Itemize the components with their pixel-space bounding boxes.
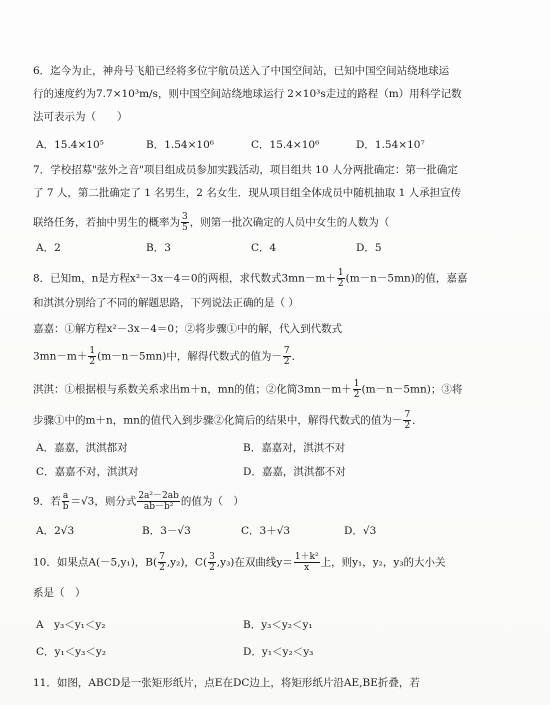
q9-frac1-num: a [62, 491, 69, 501]
q9-options [36, 524, 516, 538]
q10-option-c[interactable]: C．y₁＜y₃＜y₂ [36, 646, 106, 658]
q9-line-1-c: 的值为（ ） [180, 495, 244, 508]
q9-frac2-num: 2a²－2ab [138, 491, 179, 501]
q7-option-a[interactable]: A．2 [36, 242, 61, 254]
q10-fracC-num: 3 [209, 552, 215, 562]
q8-result-fraction-2 [403, 410, 411, 431]
q8-line-5-a: 淇淇：①根据根与系数关系求出m＋n，mn的值；②化简3mn－m＋ [33, 383, 352, 396]
q7-line-1: 7．学校招募"弦外之音"项目组成员参加实践活动，项目组共 10 人分两批确定：第一批确定 [33, 164, 458, 176]
q7-probability-fraction [181, 212, 189, 233]
q8-frac5-num: 7 [404, 410, 411, 420]
q8-line-1-b: m，n是方程x²－3x－4＝0的两根，求代数式3mn－m＋ [71, 272, 336, 285]
q10-point-c-fraction [208, 552, 216, 573]
q10-line-1-b: ,y₂)，C( [166, 556, 208, 569]
q8-frac2-den: 2 [89, 357, 96, 367]
q7-line-3-b: ，则第一批次确定的人员中女生的人数为（ [189, 216, 390, 229]
q7-line-3-a: 联络任务，若抽中男生的概率为 [33, 216, 180, 229]
q10-line-1 [33, 552, 446, 573]
q10-hyperbola-fraction [294, 552, 320, 573]
q8-line-4-b: (m－n－5mn)中，解得代数式的值为－ [97, 350, 282, 363]
q8-line-5-b: (m－n－5mn)；③将 [361, 383, 463, 396]
q8-line-4-c: ． [291, 350, 303, 363]
q8-line-1-c: (m－n－5mn)的值，嘉嘉 [345, 272, 468, 285]
q6-line-2: 行的速度约为7.7×10³m/s，则中国空间站绕地球运行 2×10³s走过的路程（m）用科学记数 [33, 88, 462, 100]
q10-fracB-den: 2 [159, 563, 165, 573]
q11-line-1: 11．如图，ABCD是一张矩形纸片，点E在DC边上，将矩形纸片沿AE,BE折叠，若 [33, 677, 420, 689]
q7-option-b[interactable]: B．3 [146, 242, 171, 254]
q9-expression-fraction [137, 491, 180, 512]
q9-option-a[interactable]: A．2√3 [36, 525, 75, 537]
q10-fracH-num: 1＋k² [294, 552, 319, 562]
q6-option-b[interactable]: B．1.54×10⁶ [146, 139, 214, 151]
q9-option-b[interactable]: B．3－√3 [142, 525, 191, 537]
q8-frac3-num: 7 [283, 346, 290, 356]
q6-option-d[interactable]: D．1.54×10⁷ [356, 139, 425, 151]
q8-line-5 [33, 379, 462, 400]
q8-line-2: 和淇淇分别给了不同的解题思路，下列说法正确的是（ ） [33, 297, 299, 309]
q10-option-d[interactable]: D．y₁＜y₂＜y₃ [243, 646, 314, 658]
q10-line-1-d: 上，则y₁，y₂，y₃的大小关 [320, 556, 446, 569]
q8-line-1 [33, 268, 467, 289]
q9-option-d[interactable]: D．√3 [344, 525, 377, 537]
q9-frac1-den: b [62, 502, 69, 512]
q10-line-1-c: ,y₃)在双曲线y＝ [216, 556, 293, 569]
q10-line-1-a: 10．如果点A(－5,y₁)，B( [33, 556, 158, 569]
q8-line-4-a: 3mn－m＋ [33, 350, 88, 363]
q8-half-fraction-2 [88, 346, 96, 367]
q9-line-1-a: 9．若 [33, 495, 61, 508]
q9-option-c[interactable]: C．3＋√3 [241, 525, 291, 537]
q7-options [36, 241, 516, 255]
q8-line-6-a: 步骤①中的m＋n，mn的值代入到步骤②化简后的结果中，解得代数式的值为－ [33, 414, 403, 427]
q10-fracC-den: 2 [209, 563, 215, 573]
q8-line-4 [33, 346, 302, 367]
q9-line-1-b: ＝√3，则分式 [70, 495, 137, 508]
q10-options-row-2 [36, 645, 516, 659]
q6-line-3: 法可表示为（ ） [33, 111, 128, 123]
q8-frac4-den: 2 [353, 390, 360, 400]
q8-result-fraction-1 [283, 346, 291, 367]
q10-fracH-den: x [304, 563, 310, 573]
q8-option-c[interactable]: C．嘉嘉不对，淇淇对 [36, 466, 139, 478]
q8-frac4-num: 1 [353, 379, 360, 389]
q10-line-2: 系是（ ） [33, 587, 86, 599]
q7-option-d[interactable]: D．5 [356, 242, 382, 254]
q10-point-b-fraction [158, 552, 166, 573]
q8-frac2-num: 1 [89, 346, 96, 356]
q8-half-fraction-1 [337, 268, 345, 289]
q8-option-a[interactable]: A．嘉嘉，淇淇都对 [36, 442, 128, 454]
q9-frac2-den: ab－b² [143, 502, 174, 512]
q8-frac1-den: 2 [337, 279, 344, 289]
q6-options [36, 138, 516, 152]
q8-half-fraction-3 [353, 379, 361, 400]
q6-option-a[interactable]: A．15.4×10⁵ [36, 139, 104, 151]
q8-frac3-den: 2 [283, 357, 290, 367]
q8-option-b[interactable]: B．嘉嘉对，淇淇不对 [243, 442, 346, 454]
q8-frac1-num: 1 [337, 268, 344, 278]
q6-line-1: 6．迄今为止，神舟号飞船已经将多位宇航员送入了中国空间站，已知中国空间站绕地球运 [33, 65, 450, 77]
q7-frac-num: 3 [182, 212, 188, 222]
q7-line-2: 了 7 人，第二批确定了 1 名男生，2 名女生．现从项目组全体成员中随机抽取 1 人承担宣传 [33, 187, 462, 199]
q9-ratio-fraction [62, 491, 70, 512]
q10-option-a[interactable]: A y₃＜y₁＜y₂ [36, 619, 106, 631]
q8-options-row-1 [36, 441, 516, 455]
q8-line-3: 嘉嘉：①解方程x²－3x－4＝0；②将步骤①中的解，代入到代数式 [33, 323, 343, 335]
q10-option-b[interactable]: B．y₃＜y₂＜y₁ [243, 619, 313, 631]
q10-fracB-num: 7 [159, 552, 165, 562]
q8-options-row-2 [36, 465, 516, 479]
q7-frac-den: 5 [182, 223, 188, 233]
q8-line-6-b: ． [412, 414, 423, 427]
q10-options-row-1 [36, 618, 516, 632]
q8-frac5-den: 2 [404, 421, 411, 431]
q8-option-d[interactable]: D．嘉嘉，淇淇都不对 [243, 466, 346, 478]
q8-line-6 [33, 410, 423, 431]
q7-option-c[interactable]: C．4 [251, 242, 277, 254]
q7-line-3 [33, 212, 389, 233]
q9-line-1 [33, 491, 244, 512]
q6-option-c[interactable]: C．15.4×10⁶ [251, 139, 320, 151]
q8-line-1-a: 8．已知 [33, 272, 72, 285]
